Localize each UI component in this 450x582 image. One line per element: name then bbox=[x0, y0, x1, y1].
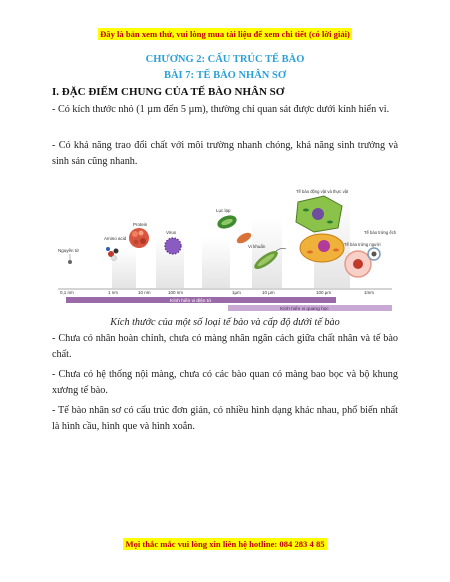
animal-cell-icon bbox=[300, 234, 344, 262]
chapter-title: CHƯƠNG 2: CẤU TRÚC TẾ BÀO bbox=[145, 54, 305, 65]
paragraph-membrane-system: - Chưa có hệ thống nội màng, chưa có các bào quan có màng bao bọc và bộ khung xương tế bào. bbox=[52, 369, 398, 396]
human-egg-icon bbox=[345, 251, 371, 277]
frog-egg-icon bbox=[368, 248, 380, 260]
paragraph-size: - Có kích thước nhỏ (1 µm đến 5 µm), thường chỉ quan sát được dưới kính hiển vi. bbox=[52, 104, 390, 115]
label-human-egg: Tế bào trứng người bbox=[344, 242, 381, 247]
scale-tick-5: 1µm bbox=[232, 290, 241, 295]
scale-tick-2: 1 nm bbox=[108, 290, 119, 295]
hotline-footer bbox=[0, 534, 450, 552]
label-virus: Virus bbox=[166, 230, 177, 235]
electron-microscope-label: Kính hiển vi điện tử bbox=[170, 299, 212, 304]
figure-caption: Kích thước của một số loại tế bào và cấp độ dưới tế bào bbox=[110, 317, 340, 328]
scale-tick-7: 100 µm bbox=[316, 290, 332, 295]
preview-banner-text: Đây là bản xem thử, vui lòng mua tài liệu để xem chi tiết (có lời giải) bbox=[100, 29, 350, 39]
cell-size-illustration bbox=[52, 188, 398, 314]
label-plant-animal-cell: Tế bào động vật và thực vật bbox=[296, 189, 349, 194]
scale-tick-1: 0,1 nm bbox=[60, 290, 74, 295]
paragraph-structure: - Tế bào nhân sơ có cấu trúc đơn giản, có nhiều hình dạng khác nhau, phổ biến nhất là hình cầu, hình que và hình xoắn. bbox=[52, 405, 398, 432]
label-chloroplast: Lục lạp bbox=[216, 208, 231, 213]
paragraph-metabolism: - Có khả năng trao đổi chất với môi trường nhanh chóng, khả năng sinh trưởng và sinh sản cũng nhanh. bbox=[52, 140, 398, 167]
scale-tick-6: 10 µm bbox=[262, 290, 275, 295]
label-amino-acid: Amino acid bbox=[104, 236, 127, 241]
preview-banner bbox=[0, 24, 450, 42]
panel-bg-1 bbox=[112, 248, 136, 288]
light-microscope-label: Kính hiển vi quang học bbox=[280, 307, 329, 312]
atom-icon bbox=[68, 260, 72, 264]
scale-tick-8: 1mm bbox=[364, 290, 374, 295]
label-protein: Protein bbox=[133, 222, 148, 227]
section-heading: I. ĐẶC ĐIỂM CHUNG CỦA TẾ BÀO NHÂN SƠ bbox=[52, 86, 285, 98]
paragraph-nucleus: - Chưa có nhân hoàn chỉnh, chưa có màng nhân ngăn cách giữa chất nhân và tế bào chất. bbox=[52, 333, 398, 360]
label-bacteria: Vi khuẩn bbox=[248, 244, 266, 249]
hotline-footer-text: Mọi thắc mắc vui lòng xin liên hệ hotline: 084 283 4 85 bbox=[125, 539, 325, 549]
protein-icon bbox=[129, 228, 149, 248]
lesson-title: BÀI 7: TẾ BÀO NHÂN SƠ bbox=[163, 70, 287, 81]
panel-bg-3 bbox=[202, 238, 230, 288]
label-atom: Nguyên tử bbox=[58, 248, 80, 253]
label-frog-egg: Tế bào trứng ếch bbox=[364, 230, 397, 235]
virus-icon bbox=[165, 238, 181, 254]
scale-tick-3: 10 nm bbox=[138, 290, 151, 295]
cell-size-figure bbox=[52, 188, 398, 314]
scale-tick-4: 100 nm bbox=[168, 290, 184, 295]
chloroplast-icon bbox=[216, 213, 239, 231]
